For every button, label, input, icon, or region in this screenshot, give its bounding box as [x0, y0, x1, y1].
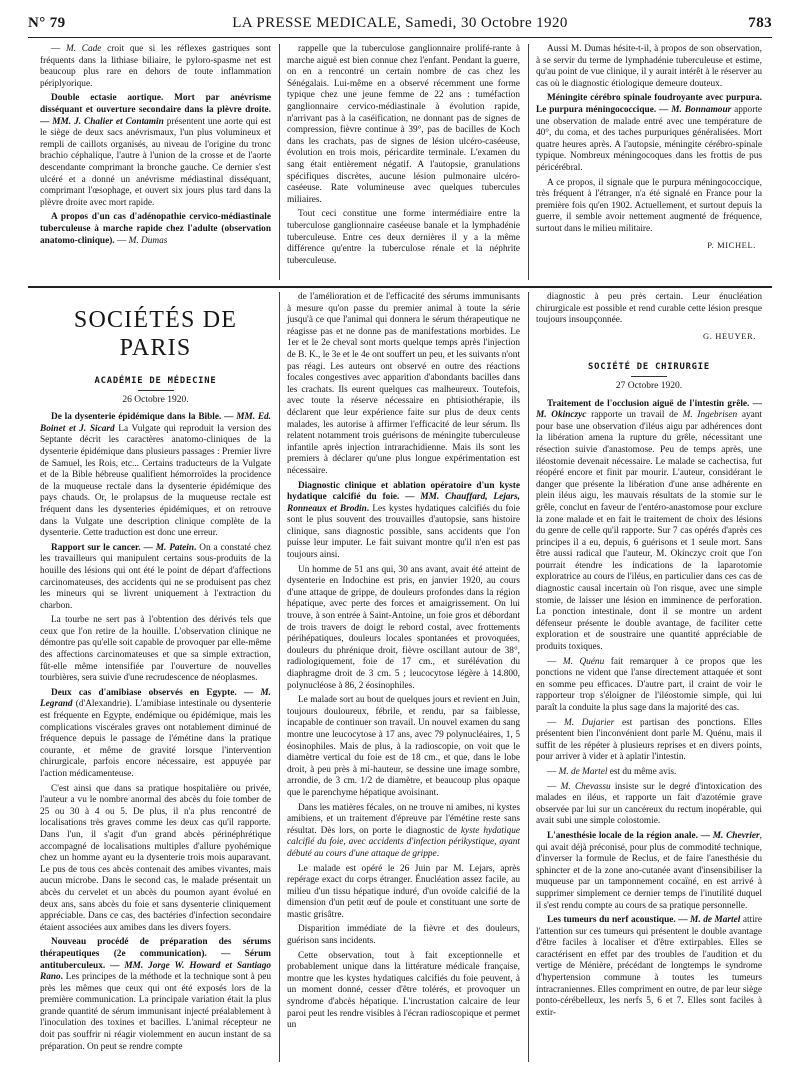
- paragraph: A propos d'un cas d'adénopathie cervico-médiastinale tuberculeuse à marche rapide chez l'adulte (observation anatomo-clinique). — M. Dumas: [40, 212, 271, 246]
- paragraph: De la dysenterie épidémique dans la Bible. — MM. Ed. Boinet et J. Sicard La Vulgate qui reproduit la version des Septante décrit les caractères anatomo-cliniques de la dysenterie épidémique dans plusieurs passages : Premier livre de Samuel, les Rois, etc... Certains traducteurs de la Vulgate et de la Bible hébreuse qualifient hémorroïdes la procidence de la muqueuse rectale dans la dysenterie épidémique des pays chauds. Or, le prolapsus de la muqueuse rectale est fréquent dans les dysenteries épidémiques, et on retrouve dans la Vulgate une description clinique complète de la dysenterie. Cette traduction est donc une erreur.: [40, 412, 271, 539]
- column-separator: [279, 292, 280, 1062]
- signature-michel: P. MICHEL.: [707, 239, 756, 250]
- paragraph: Diagnostic clinique et ablation opératoire d'un kyste hydatique calcifié du foie. — MM. Chauffard, Lejars, Ronneaux et Brodin. Les kystes hydatiques calcifiés du foie sont le plus souvent des trouvailles d'autopsie, sans histoire clinique, sans diagnostic possible, sans accidents que l'on puisse leur imputer. Le fait suivant montre qu'il n'en est pas toujours ainsi.: [287, 480, 521, 561]
- paragraph: rappelle que la tuberculose ganglionnaire prolifé-rante à marche aiguë est bien connue chez l'enfant. Pendant la guerre, on en a rencontré un certain nombre de cas chez les Sénégalais. Lui-même en a observé récemment une forme typique chez une jeune femme de 22 ans : tuméfaction ganglionnaire cervico-médiastinale à évolution rapide, n'arrivant pas à la caséification, ne donnant pas de signes de compression, fièvre continue à 39°, pas de bacilles de Koch dans les crachats, pas de signes de lésion ulcéro-caséeuse, évolution en trois mois, péricardite terminale. L'examen du sang était entièrement négatif. A l'autopsie, granulations spécifiques discrètes, aucune lésion pulmonaire ulcéro-caséeuse. Rate volumineuse avec quelques tubercules miliaires.: [287, 44, 520, 205]
- paragraph: L'anesthésie locale de la région anale. — M. Chevrier, qui avait déjà préconisé, pour plus de commodité technique, d'inverser la formule de Reclus, et de faire l'anesthésie du sphincter et de la zone ano-cutanée avant d'insensibiliser la muqueuse par un tamponnement cocaïné, en est arrivé à supprimer simplement ce dernier temps de l'inutilité duquel il s'est rendu compte au cours de sa pratique personnelle.: [536, 830, 762, 911]
- page-number: 783: [748, 15, 772, 31]
- signature-heuyer: G. HEUYER.: [703, 330, 756, 341]
- societes-col1-body: [40, 412, 271, 1053]
- top-column-2: [287, 44, 520, 270]
- chirurgie-heading: SOCIÉTÉ DE CHIRURGIE: [588, 362, 710, 373]
- paragraph: — M. de Martel est du même avis.: [547, 766, 677, 777]
- paragraph: — M. Cade croit que si les réflexes gastriques sont fréquents dans la lithiase biliaire, le pyloro-spasme net est beaucoup plus rare en dehors de toute inflammation périplyorique.: [40, 44, 271, 89]
- paragraph: Les tumeurs du nerf acoustique. — M. de Martel attire l'attention sur ces tumeurs qui présentent le double avantage d'être faciles à localiser et d'être extirpables. Elles se caractérisent en effet par des troubles de l'audition et du vertige de Ménière, précédant de longtemps le syndrome d'hypertension commune à toutes les tumeurs intracraniennes. Elles compriment en outre, de par leur siège ponto-cérébelleux, les nerfs 5, 6 et 7. Elles sont faciles à extir-: [536, 915, 762, 1018]
- section-title-societes: SOCIÉTÉS DE PARIS: [73, 307, 238, 361]
- paragraph: Le malade est opéré le 26 Juin par M. Lejars, après repérage exact du corps étranger. Énucléation assez facile, au milieu d'un tissu hépatique induré, d'un ovoïde calcifié de la dimension d'un petit œuf de poule et constituant une sorte de mastic grisâtre.: [287, 863, 520, 920]
- top-column-3: [536, 44, 762, 251]
- societes-col2-body: [287, 292, 520, 1032]
- paragraph: Tout ceci constitue une forme intermédiaire entre la tuberculose ganglionnaire caséeuse banale et la lymphadénie tuberculeuse. Entre ces deux dernières il y a la même différence qu'entre la tuberculose rénale et la néphrite tuberculeuse.: [287, 209, 520, 266]
- paragraph: Cette observation, tout à fait exceptionnelle et probablement unique dans la littérature médicale française, montre que les kystes hydatiques calcifiés du foie peuvent, à un moment donné, cesser d'être tolérés, et provoquer un syndrome d'abcès hépatique. L'incrustation calcaire de leur paroi peut les rendre visibles à l'écran radioscopique et permet un: [287, 950, 520, 1031]
- paragraph: C'est ainsi que dans sa pratique hospitalière ou privée, l'auteur a vu le nombre anormal des abcès du foie tomber de 25 ou 30 à 4 ou 5. De plus, il n'a plus rencontré de localisations très graves comme les deux cas qu'il rapporte. Dans l'un, il s'agit d'un grand abcès périnéphrétique accompagné de localisations multiples d'allure pyohémique chez un homme ayant eu la dysenterie trois mois auparavant. Le pus de tous ces abcès contenait des amibes vivantes, mais aucun microbe. Dans le second cas, le malade présentait un abcès du cervelet et un abcès du poumon ayant évolué en deux ans, sans abcès du foie et sans dysenterie cliniquement appréciable. Dans ce cas, des bactéries d'infection secondaire étaient associées aux amibes dans les divers foyers.: [40, 783, 271, 933]
- paragraph: La tourbe ne sert pas à l'obtention des dérivés tels que ceux que l'on retire de la houille. L'observation clinique ne démontre pas qu'elle soit capable de provoquer par elle-même des affections carcinomateuses et que sa simple extraction, fût-elle même intensifiée par l'ouverture de nouvelles tourbières, sera suivie d'une recrudescence de néoplasmes.: [40, 615, 271, 684]
- masthead-rule: [28, 37, 772, 38]
- paragraph: A ce propos, il signale que le purpura méningococcique, très fréquent à l'étranger, n'a été signalé en France pour la première fois qu'en 1902. Actuellement, et surtout depuis la guerre, il semble avoir nettement augmenté de fréquence, surtout dans le milieu militaire.: [536, 177, 762, 234]
- paragraph: Un homme de 51 ans qui, 30 ans avant, avait été atteint de dysenterie en Indochine est pris, en janvier 1920, au cours d'une attaque de grippe, de douleurs profondes dans la région hépatique, avec perte des forces et amaigrissement. On lui trouve, à son entrée à Saint-Antoine, un foie gros et débordant de trois travers de doigt le rebord costal, avec frottements périhépatiques, douleurs locales spontanées et provoquées, douleurs du phrénique droit, fièvre oscillant autour de 38°, radiologiquement, foie de 17 cm., et surélévation du diaphragme droit de 3 cm. 5 ; leucocytose légère à 14.800, polynucléose à 86, 2 éosinophiles.: [287, 564, 520, 691]
- issue-number: N° 79: [28, 15, 66, 31]
- top-col1-body: [40, 44, 271, 247]
- academie-heading: ACADÉMIE DE MÉDECINE: [94, 376, 217, 386]
- paragraph: diagnostic à peu près certain. Leur énucléation chirurgicale est possible et rend curable cette lésion presque toujours insoupçonnée.: [536, 292, 762, 326]
- masthead: [28, 12, 772, 34]
- paragraph: — M. Chevassu insiste sur le degré d'intoxication des malades en iléus, et rapporte un fait d'azotémie grave observée par lui sur un cancéreux du rectum inopérable, qui avait subi une simple colostomie.: [536, 781, 762, 827]
- heading-rule: [138, 390, 174, 391]
- societes-column-3: [536, 292, 762, 1022]
- paragraph: — M. Dujarier est partisan des ponctions. Elles présentent bien l'inconvénient dont parle M. Quénu, mais il suffit de les répéter à plusieurs reprises et en divers points, pour arriver à vider et à aplatir l'intestin.: [536, 717, 763, 763]
- column-separator: [528, 44, 529, 280]
- column-separator: [528, 292, 529, 1062]
- heading-rule: [631, 376, 667, 377]
- top-col3-body: [536, 44, 762, 236]
- paragraph: Disparition immédiate de la fièvre et des douleurs, guérison sans incidents.: [287, 924, 520, 947]
- chirurgie-date: 27 Octobre 1920.: [615, 380, 683, 391]
- top-column-1: [40, 44, 271, 250]
- paragraph: Deux cas d'amibiase observés en Egypte. — M. Legrand (d'Alexandrie). L'amibiase intestinale ou dysenterie est fréquente en Egypte, endémique ou épidémique, mais les complications viscérales graves ont notablement diminué de fréquence depuis le passage de l'émétine dans la pratique courante, et même de gravité lorsque l'intervention chirurgicale, parfois encore nécessaire, est appuyée par l'action médicamenteuse.: [40, 687, 271, 779]
- paragraph: Nouveau procédé de préparation des sérums thérapeutiques (2e communication). — Sérum antituberculeux. — MM. Jorge W. Howard et Santiago Rano. Les principes de la méthode et la technique sont à peu près les mêmes que ceux qui ont été exposés lors de la première communication. La principale variation était la plus grande quantité de sérum immunisant injecté préalablement à l'inoculation des toxines et bacilles. L'animal récepteur ne doit pas souffrir ni réagir violemment en aucun instant de sa préparation. On peut se rendre compte: [40, 937, 271, 1052]
- paragraph: Méningite cérébro spinale foudroyante avec purpura. Le purpura méningococcique. — M. Bonnamour apporte une observation de malade entré avec une température de 40°, du coma, et des taches purpuriques généralisées. Mort quatre heures après. A l'autopsie, méningite cérébro-spinale typique. Nombreux méningocoques dans les frottis de pus péricérébral.: [536, 93, 762, 173]
- paragraph: de l'amélioration et de l'efficacité des sérums immunisants à mesure qu'on passe du premier animal à toute la série jusqu'à ce que l'animal qui donnera le sérum thérapeutique ne réagisse pas et ne donne pas de manifestations morbides. Le 1er et le 2e cheval sont morts quelque temps après l'injection de B. K., le 3e et le 4e ont souffert un peu, et les suivants n'ont pas réagi. Les auteurs ont observé en outre des réactions focales congestives avec apparition d'abondants bacilles dans les crachats. Ils eurent quelques cas malheureux. Toutefois, avec toute la réserve nécessaire en phtisiothérapie, ils déclarent que leur expérience faite sur plus de deux cents malades, les autorise à affirmer l'efficacité de leur sérum. Ils relatent notamment trois guérisons de méningite tuberculeuse infantile après injection intrarachidienne. Mais ils sont les premiers à déclarer qu'une plus longue expérimentation est nécessaire.: [287, 292, 520, 476]
- societes-col3-top: [536, 292, 762, 327]
- societes-column-2: [287, 292, 520, 1035]
- paragraph: Le malade sort au bout de quelques jours et revient en Juin, toujours douloureux, fébrile, et rendu, par sa faiblesse, incapable de continuer son travail. Un nouvel examen du sang montre une leucocytose à 17 ans, avec 79 polynucléaires, 1, 5 éosinophiles. Mais de plus, à la radioscopie, on voit que le diamètre vertical du foie est de 18 cm., et que, dans le lobe droit, à peu près à mi-hauteur, se dessine une image sombre, arrondie, de 3 cm. 1/2 de diamètre, et beaucoup plus opaque que le parenchyme hépatique avoisinant.: [287, 695, 520, 798]
- section-rule: [28, 286, 772, 288]
- societes-col3-body: [536, 399, 762, 1020]
- paragraph: Rapport sur le cancer. — M. Patein. On a constaté chez les travailleurs qui manipulent certains sous-produits de la houille des lésions qui ont été le point de départ d'affections carcinomateuses, des accidents qui ne se produisent pas chez les mineurs qui se livrent uniquement à l'extraction du charbon.: [40, 542, 272, 611]
- journal-title: LA PRESSE MEDICALE, Samedi, 30 Octobre 1920: [232, 15, 568, 31]
- societes-column-1: [40, 292, 271, 1056]
- paragraph: — M. Quénu fait remarquer à ce propos que les ponctions ne vident que l'anse directement attaquée et sont en somme peu efficaces. D'autre part, il craint de voir le rapporteur trop s'éloigner de l'iléostomie simple, qui lui paraît la conduite la plus sage dans la majorité des cas.: [536, 656, 762, 713]
- top-col2-body: [287, 44, 520, 267]
- paragraph: Traitement de l'occlusion aiguë de l'intestin grêle. — M. Okinczyc rapporte un travail de M. Ingebrisen ayant pour base une observation d'iléus aigu par adhérences dont la libération amena la rupture du grêle, nécessitant une résection suivie d'anastomose. Peu de temps après, une iléostomie devenait nécessaire. Le malade se cachectisa, fut réopéré encore et finit par mourir. L'auteur, considérant le danger que présente la libération d'une anse adhérente en plein iléus aigu, les mauvais résultats de la stomie sur le grêle, conclut en faveur de l'entéro-anastomose pour exclure la zone malade et en fait le traitement de choix des lésions du genre de celle qu'il rapporte. Sur 7 cas opérés d'après ces principes il a eu, depuis, 6 guérisons et 1 seule mort. Sans être aussi radical que l'auteur, M. Okinczyc croit que l'on pourrait étendre les indications de la laparotomie exploratrice au cours de l'iléus, en particulier dans ces cas de diagnostic causal incertain où l'on risque, avec une simple stomie, de laisser une lésion en imminence de perforation. La ponction intestinale, dont il se montre un ardent défenseur présente le double avantage, de faciliter cette exploration et de soustraire une quantité appréciable de produits toxiques.: [536, 398, 763, 653]
- paragraph: Aussi M. Dumas hésite-t-il, à propos de son observation, à se servir du terme de lymphadénie tuberculeuse et estime, qu'au point de vue clinique, il y aurait intérêt à le réserver au cas où le diagnostic étiologique demeure douteux.: [536, 44, 762, 89]
- paragraph: Dans les matières fécales, on ne trouve ni amibes, ni kystes amibiens, et un traitement d'épreuve par l'émétine reste sans résultat. Dès lors, on porte le diagnostic de kyste hydatique calcifié du foie, avec accidents d'infection périkystique, ayant débuté au cours d'une attaque de grippe.: [287, 802, 520, 859]
- paragraph: Double ectasie aortique. Mort par anévrisme disséquant et ouverture secondaire dans la plèvre droite. — MM. J. Chalier et Contamin présentent une aorte qui est le siège de deux sacs anévrismaux, l'un plus volumineux et rempli de caillots organisés, au niveau de l'origine du tronc brachio céphalique, l'autre à l'union de la crosse et de l'aorte descendante comprimant la bronche gauche. Ce dernier s'est ulcéré et a donné un anévrisme médiastinal disséquant, comprimant l'œsophage, et ouvert six jours plus tard dans la plèvre droite avec mort rapide.: [40, 93, 271, 208]
- column-separator: [279, 44, 280, 280]
- academie-date: 26 Octobre 1920.: [122, 394, 189, 405]
